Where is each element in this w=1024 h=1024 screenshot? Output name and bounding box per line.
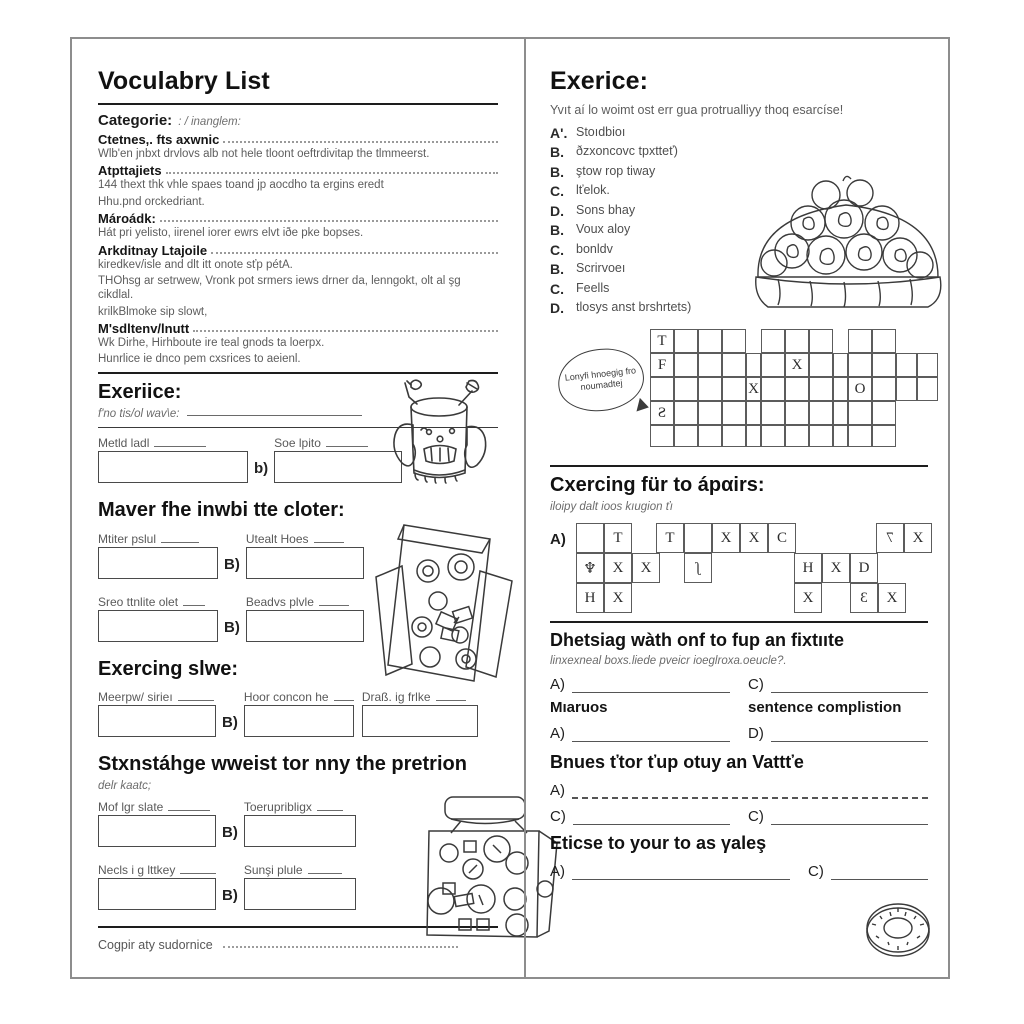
grid-cell[interactable]: X	[604, 583, 632, 613]
grid-cell[interactable]: X	[604, 553, 632, 583]
option-letter: C.	[550, 280, 564, 297]
title-divider	[98, 103, 498, 105]
answer-caption	[244, 690, 354, 704]
answer-box[interactable]	[246, 547, 364, 579]
vocab-term-row	[98, 163, 498, 178]
cup-character-illustration	[377, 369, 517, 504]
caption-rule	[308, 873, 342, 874]
blank-line[interactable]	[572, 865, 790, 880]
exercise-1-heading: Exeriice:	[98, 380, 182, 403]
grid-cell[interactable]	[674, 401, 698, 425]
exercise-3-heading: Exercing slwe:	[98, 657, 239, 680]
grid-cell[interactable]	[809, 329, 833, 353]
vocabulary-entry	[98, 132, 498, 161]
answer-cell	[244, 863, 356, 910]
grid-cell[interactable]	[761, 401, 785, 425]
blanks-heading-1: Dhetsiag wàth onf to fup an fixtııte	[550, 630, 844, 651]
blank-letter: A)	[550, 725, 565, 743]
grid-cell[interactable]	[896, 353, 917, 377]
answer-box[interactable]	[98, 815, 216, 847]
option-text: bonldv	[576, 241, 613, 256]
grid-cell[interactable]	[785, 425, 809, 447]
grid-cell[interactable]: X	[740, 523, 768, 553]
grid-cell[interactable]	[872, 401, 896, 425]
option-letter: B.	[550, 144, 564, 161]
answer-box[interactable]	[244, 705, 354, 737]
grid-cell[interactable]	[722, 353, 746, 377]
option-letter: C.	[550, 183, 564, 200]
grid-cell[interactable]	[917, 377, 938, 401]
answer-cell	[98, 532, 218, 579]
blank-field[interactable]	[550, 676, 730, 693]
answer-caption	[246, 532, 364, 546]
caption-rule	[154, 446, 206, 447]
blank-letter: A)	[550, 676, 565, 694]
grid-cell[interactable]	[809, 425, 833, 447]
grid-cell[interactable]	[698, 377, 722, 401]
blank-letter: A)	[550, 863, 565, 881]
leader-dots	[223, 140, 498, 143]
answer-caption	[98, 532, 218, 546]
list-item[interactable]	[550, 145, 928, 159]
leader-dots	[160, 219, 498, 222]
grid-cell[interactable]	[785, 329, 809, 353]
blank-field[interactable]	[550, 808, 730, 825]
blank-line[interactable]	[771, 810, 928, 825]
answer-box[interactable]	[98, 547, 218, 579]
option-letter: B.	[550, 222, 564, 239]
caption-rule	[317, 810, 343, 811]
blank-label-right: sentence complistion	[748, 699, 902, 717]
vocab-term: Arkditnay Ltajoile	[98, 242, 208, 258]
vocab-term-row	[98, 243, 498, 258]
option-letter: B.	[550, 261, 564, 278]
vocab-definition: 144 thext thk vhle spaes toand jp aocdho ta ergins eredt	[98, 179, 384, 192]
grid-cell[interactable]	[576, 523, 604, 553]
grid-cell[interactable]: S	[650, 401, 674, 425]
caption-rule	[334, 700, 354, 701]
grid-cell[interactable]: C	[768, 523, 796, 553]
right-exercise-heading: Exerice:	[550, 67, 649, 95]
answer-caption-text: Utealt Hoes	[245, 531, 309, 546]
option-letter: D.	[550, 202, 564, 219]
answer-caption	[98, 436, 248, 450]
answer-cell	[98, 690, 216, 737]
grid-cell[interactable]	[809, 401, 833, 425]
pairs-marker: A)	[550, 531, 566, 549]
grid-cell[interactable]: D	[850, 553, 878, 583]
blank-field[interactable]	[748, 676, 928, 693]
right-exercise-prompt: Yvıt aí lo woimt ost err gua protrualliyy thoq esarcíse!	[550, 103, 844, 117]
option-text: ştow rop tiway	[576, 163, 656, 178]
vocab-definition: Hát pri yelisto, iirenel iorer ewrs elvt iðe pke bopses.	[98, 227, 364, 240]
leader-dots	[193, 329, 498, 332]
option-text: tlosys anst brshrtets)	[576, 300, 692, 315]
grid-cell[interactable]	[833, 377, 848, 401]
answer-box[interactable]	[98, 705, 216, 737]
grid-cell[interactable]	[761, 353, 785, 377]
grid-cell[interactable]: X	[794, 583, 822, 613]
vocab-definition: Wlb'en jnbxt drvlovs alb not hele tloont oeftrdivitap the tlmmeerst.	[98, 148, 430, 160]
blank-field[interactable]	[808, 863, 928, 880]
pairs-sub: iloipy dalt ioos kıugion ťı	[550, 501, 673, 514]
answer-caption-text: Mtiter pslul	[98, 531, 157, 546]
grid-cell[interactable]	[650, 377, 674, 401]
blank-label-left: Mıaruos	[550, 699, 608, 717]
leader-dots	[211, 251, 498, 254]
vocabulary-entry	[98, 243, 498, 320]
grid-cell[interactable]: 7	[876, 523, 904, 553]
answer-caption-text: Beadvs plvle	[245, 594, 314, 609]
vocabulary-entry	[98, 163, 498, 209]
grid-cell[interactable]: T	[656, 523, 684, 553]
caption-rule	[436, 700, 466, 701]
grid-cell[interactable]	[809, 353, 833, 377]
grid-cell[interactable]	[917, 353, 938, 377]
grid-cell[interactable]: X	[822, 553, 850, 583]
grid-cell[interactable]: X	[632, 553, 660, 583]
option-letter: C.	[550, 241, 564, 258]
grid-cell[interactable]	[761, 425, 785, 447]
answer-box[interactable]	[98, 610, 218, 642]
answer-caption	[98, 595, 218, 609]
categories-line	[98, 112, 498, 129]
hint-bubble: Lonyfi hnoegig fro noumadtej	[555, 345, 647, 416]
list-item[interactable]	[550, 126, 928, 140]
answer-box[interactable]	[362, 705, 478, 737]
answer-cell	[362, 690, 478, 737]
vocab-term-row	[98, 211, 498, 226]
grid-cell[interactable]: ♆	[576, 553, 604, 583]
blank-line[interactable]	[572, 678, 730, 693]
option-text: ðzxoncovc tpxtteť)	[576, 144, 678, 159]
answer-caption-text: Meerpw/ sirieı	[98, 689, 173, 704]
grid-cell[interactable]: ʃ	[684, 553, 712, 583]
grid-cell[interactable]	[746, 401, 761, 425]
vocab-definition: THOhsg ar setrwew, Vronk pot srmers iews drner da, lenngokt, olt al şg cikdlal.	[98, 274, 461, 302]
caption-rule	[180, 873, 216, 874]
categories-label: Categorie:	[98, 112, 173, 129]
answer-caption-text: Hoor concon he	[243, 689, 329, 704]
blank-field[interactable]	[550, 725, 730, 742]
grid-cell[interactable]	[833, 353, 848, 377]
grid-cell[interactable]	[698, 329, 722, 353]
grid-cell[interactable]: H	[576, 583, 604, 613]
grid-cell[interactable]	[722, 401, 746, 425]
answer-marker: B)	[222, 886, 238, 904]
grid-cell[interactable]	[698, 425, 722, 447]
blank-row	[550, 676, 928, 693]
vocab-definition: Hhu.pnd orckedriant.	[98, 195, 205, 208]
grid-cell[interactable]	[848, 329, 872, 353]
exercise-4-heading: Stxnstáhge wweist tor nny the pretrion	[98, 752, 467, 775]
blank-line[interactable]	[573, 810, 730, 825]
blanks-heading-4: Eticse to your to as γaleş	[550, 833, 767, 854]
puzzle-grid-one	[550, 325, 928, 460]
caption-rule	[168, 810, 210, 811]
option-text: Feells	[576, 280, 610, 295]
answer-cell	[246, 595, 364, 642]
grid-cell[interactable]	[674, 377, 698, 401]
blank-line[interactable]	[572, 727, 730, 742]
answer-caption	[98, 863, 216, 877]
categories-value: : / inanglem:	[178, 116, 241, 128]
puzzle-grid-pairs	[550, 519, 928, 619]
grid-cell[interactable]	[833, 401, 848, 425]
vocab-term-row	[98, 321, 498, 336]
grid-cell[interactable]	[761, 377, 785, 401]
answer-cell	[244, 690, 354, 737]
blanks-heading-3: Bnues ťtor ťup otuy an Vattťe	[550, 752, 804, 773]
vocabulary-entry	[98, 321, 498, 367]
blank-line[interactable]	[831, 865, 928, 880]
answer-caption-text: Soe lpito	[274, 435, 321, 450]
blank-row	[550, 808, 928, 825]
donut-ring-illustration	[862, 894, 934, 966]
food-pile-illustration	[748, 167, 948, 312]
footer-note-text: Cogpir aty sudornice	[98, 937, 213, 952]
answer-caption-text: Necls i g lttkey	[98, 862, 176, 877]
blank-letter: A)	[550, 782, 565, 800]
grid-cell[interactable]	[872, 425, 896, 447]
grid-cell[interactable]	[722, 329, 746, 353]
answer-cell	[244, 800, 356, 847]
grid-cell[interactable]	[848, 425, 872, 447]
leader-dots	[166, 171, 498, 174]
grid-cell[interactable]	[785, 377, 809, 401]
blank-row	[550, 863, 928, 880]
blank-labels-row	[550, 699, 928, 716]
answer-cell	[98, 595, 218, 642]
vocab-definition: krilkBlmoke sip slowt,	[98, 305, 208, 318]
blank-letter: D)	[748, 725, 764, 743]
blank-row	[550, 782, 928, 799]
caption-rule	[183, 605, 205, 606]
blanks-section-divider	[550, 621, 928, 623]
vocab-term-row	[98, 132, 498, 147]
vocab-definition: Wk Dirhe, Hirhboute ire teal gnods ta loerpx.	[98, 337, 325, 349]
blank-field[interactable]	[550, 782, 928, 799]
grid-cell[interactable]	[684, 523, 712, 553]
answer-caption-text: Sunşi plule	[243, 862, 303, 877]
answer-marker: B)	[222, 823, 238, 841]
blank-line-dashed[interactable]	[572, 783, 928, 799]
page-title: Voculabry List	[98, 67, 270, 95]
vocabulary-entry	[98, 211, 498, 240]
grid-cell[interactable]: 3	[850, 583, 878, 613]
grid-cell[interactable]	[872, 329, 896, 353]
grid-cell[interactable]	[872, 377, 896, 401]
left-column	[72, 39, 524, 977]
right-column	[524, 39, 952, 977]
grid-cell[interactable]: T	[650, 329, 674, 353]
grid-cell[interactable]: X	[785, 353, 809, 377]
vocab-term: Atpttajiets	[98, 163, 162, 179]
pairs-heading: Cxercing für to ápαirs:	[550, 474, 765, 497]
caption-rule	[314, 542, 344, 543]
grid-cell[interactable]	[746, 353, 761, 377]
grid-cell[interactable]	[722, 425, 746, 447]
vocab-term: Ctetnes,. fts axwnic	[98, 132, 220, 147]
answer-caption-text: Sreo ttnlite olet	[98, 594, 179, 609]
answer-marker: B)	[224, 618, 240, 636]
answer-caption	[98, 690, 216, 704]
caption-rule	[178, 700, 214, 701]
snack-bags-illustration	[362, 509, 527, 694]
answer-caption	[98, 800, 216, 814]
grid-cell[interactable]: F	[650, 353, 674, 377]
answer-caption-text: Toerupribligx	[243, 799, 312, 814]
exercise-4-sub: delr kaatc;	[98, 779, 152, 792]
footer-note-dots	[223, 946, 458, 948]
answer-cell	[98, 863, 216, 910]
answer-marker: B)	[222, 713, 238, 731]
exercise-1-write-line[interactable]	[187, 415, 362, 416]
answer-row	[98, 690, 498, 737]
blank-letter: C)	[748, 808, 764, 826]
option-letter: B.	[550, 163, 564, 180]
answer-box[interactable]	[98, 878, 216, 910]
grid-cell[interactable]: X	[878, 583, 906, 613]
grid-cell[interactable]: T	[604, 523, 632, 553]
answer-box[interactable]	[246, 610, 364, 642]
vocab-term: M'sdltenv/lnutt	[98, 321, 190, 336]
caption-rule	[319, 605, 349, 606]
grid-cell[interactable]	[698, 401, 722, 425]
answer-caption-text: Metld ladl	[98, 435, 150, 450]
caption-rule	[161, 542, 199, 543]
blank-letter: C)	[550, 808, 566, 826]
option-text: lťelok.	[576, 183, 610, 198]
option-text: Sons bhay	[576, 202, 636, 217]
vocab-term: Mároádk:	[98, 211, 156, 227]
vocab-definition: kiredkev/isle and dlt itt onote sťp pétA.	[98, 258, 293, 271]
grid-cell[interactable]: X	[746, 377, 761, 401]
answer-box[interactable]	[244, 815, 356, 847]
grid-cell[interactable]	[650, 425, 674, 447]
grid-cell[interactable]: X	[904, 523, 932, 553]
answer-cell	[98, 800, 216, 847]
blank-letter: C)	[748, 676, 764, 694]
grid-cell[interactable]	[833, 425, 848, 447]
answer-box[interactable]	[98, 451, 248, 483]
hint-bubble-tail	[636, 398, 650, 414]
answer-marker: b)	[254, 459, 269, 477]
grid-cell[interactable]: O	[848, 377, 872, 401]
blanks-sub-1: linxexneal boxs.liede pveicr ioeglroxa.oeucle?.	[550, 655, 787, 668]
option-text: Voux aloy	[576, 222, 631, 237]
grid-cell[interactable]: X	[712, 523, 740, 553]
option-letter: D.	[550, 300, 564, 317]
blank-field[interactable]	[748, 808, 928, 825]
answer-cell	[246, 532, 364, 579]
grid-cell[interactable]	[674, 425, 698, 447]
pairs-section-divider	[550, 465, 928, 467]
answer-caption	[244, 800, 356, 814]
option-text: Scrirvoeı	[576, 261, 626, 276]
answer-marker: B)	[224, 555, 240, 573]
answer-caption	[244, 863, 356, 877]
blank-letter: C)	[808, 863, 824, 881]
answer-caption-text: Draß. ig frlke	[361, 689, 431, 704]
blank-row	[550, 725, 928, 742]
grid-cell[interactable]	[872, 353, 896, 377]
option-letter: A'.	[550, 124, 568, 141]
grid-cell[interactable]	[698, 353, 722, 377]
grid-cell[interactable]: H	[794, 553, 822, 583]
grid-cell[interactable]	[761, 329, 785, 353]
blank-line[interactable]	[771, 727, 928, 742]
answer-box[interactable]	[244, 878, 356, 910]
worksheet-page	[70, 37, 950, 979]
answer-caption-text: Mof lgr slate	[98, 799, 164, 814]
blank-field[interactable]	[550, 863, 790, 880]
grid-cell[interactable]	[809, 377, 833, 401]
grid-cell[interactable]	[674, 353, 698, 377]
vocab-definition: Hunrlice ie dnco pem cxsrices to aeienl.	[98, 353, 301, 366]
exercise-1-sublabel: f'no tis/ol wav\e:	[98, 407, 180, 420]
grid-cell[interactable]	[896, 377, 917, 401]
exercise-2-heading: Maver fhe inwbi tte cloter:	[98, 498, 345, 521]
answer-caption	[246, 595, 364, 609]
blank-field[interactable]	[748, 725, 928, 742]
option-text: Stoıdbioı	[576, 124, 626, 139]
grid-cell[interactable]	[785, 401, 809, 425]
grid-cell[interactable]	[746, 425, 761, 447]
grid-cell[interactable]	[674, 329, 698, 353]
grid-cell[interactable]	[848, 401, 872, 425]
blank-line[interactable]	[771, 678, 928, 693]
grid-cell[interactable]	[848, 353, 872, 377]
grid-cell[interactable]	[722, 377, 746, 401]
caption-rule	[326, 446, 368, 447]
answer-cell	[98, 436, 248, 483]
